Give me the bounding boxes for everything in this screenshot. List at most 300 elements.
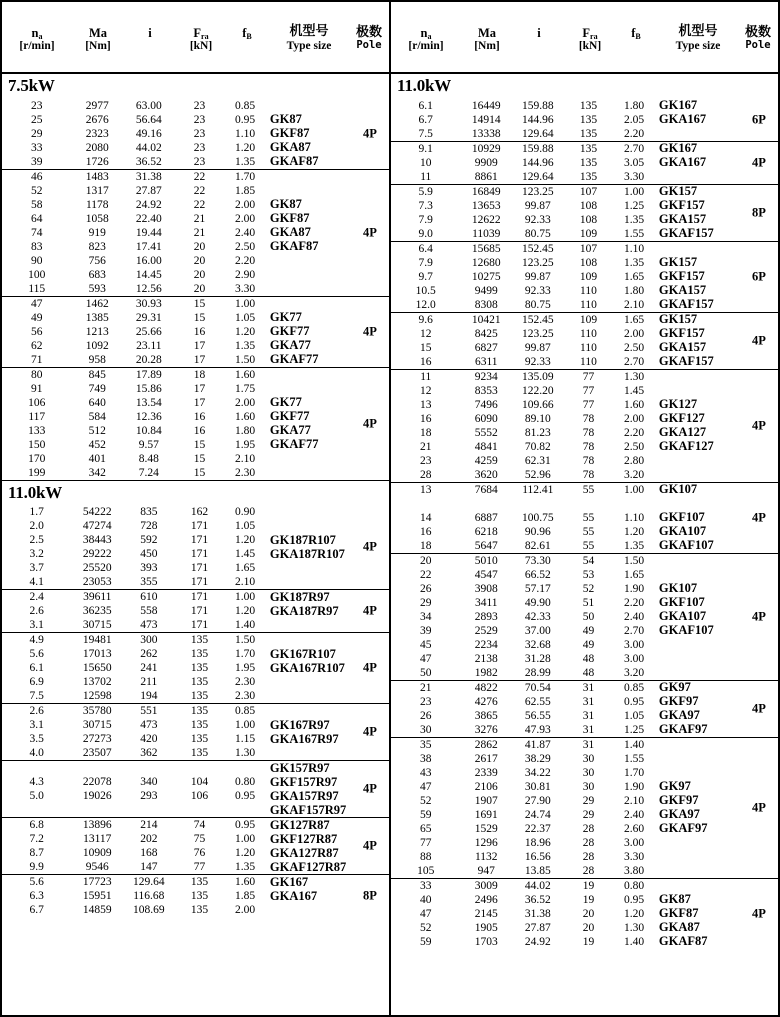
table-row	[391, 723, 778, 737]
cell-ma: 17723	[82, 876, 112, 889]
cell-fra: 28	[582, 836, 595, 849]
cell-na: 7.9	[418, 213, 433, 226]
table-row	[2, 575, 389, 589]
column-header-fra-unit: [kN]	[189, 39, 213, 52]
cell-fra: 135	[190, 904, 209, 917]
cell-ma: 2496	[474, 893, 498, 906]
cell-fra: 21	[193, 212, 206, 225]
cell-ma: 1462	[85, 297, 109, 310]
cell-fb: 1.20	[235, 605, 256, 618]
cell-i: 129.64	[522, 170, 554, 183]
cell-fra: 107	[579, 185, 598, 198]
cell-fra: 171	[190, 591, 209, 604]
cell-i: 66.52	[524, 568, 551, 581]
cell-i: 52.96	[524, 468, 551, 481]
table-row	[2, 633, 389, 647]
cell-fb: 3.30	[624, 850, 645, 863]
cell-i: 122.20	[522, 384, 554, 397]
cell-type-size: GKF127R87	[269, 831, 338, 846]
cell-na: 4.9	[29, 634, 44, 647]
cell-type-size: GKF157	[658, 326, 705, 341]
cell-i: 8.48	[138, 452, 159, 465]
column-header-fra-unit: [kN]	[578, 39, 602, 52]
cell-i: 29.31	[135, 311, 162, 324]
cell-fra: 55	[582, 483, 595, 496]
cell-type-size: GKF157	[658, 198, 705, 213]
cell-i: 44.02	[524, 879, 551, 892]
cell-type-size: GKAF157R97	[269, 802, 347, 817]
type-group	[2, 505, 389, 590]
cell-fb: 2.40	[624, 808, 645, 821]
cell-fb: 1.45	[235, 548, 256, 561]
cell-fra: 17	[193, 382, 206, 395]
cell-na: 83	[30, 240, 43, 253]
cell-ma: 6887	[474, 511, 498, 524]
cell-i: 23.11	[136, 339, 162, 352]
cell-fb: 2.05	[624, 113, 645, 126]
cell-fb: 2.10	[624, 298, 645, 311]
group-pole-label: 4P	[363, 126, 377, 141]
table-row	[2, 170, 389, 184]
cell-i: 99.87	[524, 341, 551, 354]
cell-na: 6.1	[418, 99, 433, 112]
cell-na: 3.1	[29, 619, 44, 632]
cell-type-size: GK97	[658, 680, 691, 695]
cell-fb: 1.35	[235, 155, 256, 168]
cell-fra: 23	[193, 127, 206, 140]
cell-fra: 171	[190, 534, 209, 547]
cell-fra: 19	[582, 935, 595, 948]
cell-na: 117	[28, 410, 46, 423]
cell-type-size: GKA187R97	[269, 603, 339, 618]
cell-fra: 55	[582, 525, 595, 538]
cell-na: 25	[30, 113, 43, 126]
cell-i: 92.33	[524, 213, 551, 226]
cell-fb: 1.60	[235, 876, 256, 889]
column-header-fb-subscript: B	[246, 31, 252, 41]
cell-ma: 15650	[82, 662, 112, 675]
cell-fra: 28	[582, 850, 595, 863]
column-header-fb-unit	[226, 40, 268, 53]
cell-fb: 1.35	[235, 339, 256, 352]
column-header-fra-symbol: $F_{ra}$	[582, 25, 598, 41]
cell-type-size: GKA87	[658, 920, 700, 935]
column-header-fra	[565, 26, 615, 53]
cell-na: 16	[419, 412, 432, 425]
cell-fra: 78	[582, 412, 595, 425]
cell-type-size: GKA167	[658, 155, 707, 170]
cell-na: 71	[30, 353, 43, 366]
cell-type-size: GKA167R107	[269, 660, 345, 675]
column-header-fb-unit	[615, 40, 657, 53]
cell-fb: 1.00	[235, 591, 256, 604]
cell-ma: 4547	[474, 568, 498, 581]
cell-fb: 1.30	[624, 370, 645, 383]
table-row	[391, 539, 778, 553]
cell-na: 11	[420, 370, 432, 383]
cell-type-size: GK87	[269, 112, 302, 127]
table-row	[391, 893, 778, 907]
cell-i: 31.38	[135, 170, 162, 183]
cell-fb: 3.80	[624, 864, 645, 877]
table-row	[391, 808, 778, 822]
cell-fb: 1.40	[235, 619, 256, 632]
table-row	[391, 695, 778, 709]
cell-fb: 1.15	[235, 733, 256, 746]
cell-ma: 14914	[471, 113, 501, 126]
cell-ma: 7684	[474, 483, 498, 496]
cell-i: 340	[140, 776, 158, 789]
cell-fra: 29	[582, 808, 595, 821]
cell-fb: 1.35	[235, 861, 256, 874]
cell-na: 115	[28, 282, 46, 295]
table-row	[2, 368, 389, 382]
group-pole-label: 4P	[363, 416, 377, 431]
cell-type-size: GK167	[658, 98, 698, 113]
cell-i: 728	[140, 520, 158, 533]
cell-fb: 3.00	[624, 638, 645, 651]
cell-fb: 1.85	[235, 890, 256, 903]
cell-fra: 16	[193, 410, 206, 423]
table-row	[391, 355, 778, 369]
table-row	[391, 170, 778, 184]
table-row	[391, 298, 778, 312]
cell-i: 27.87	[524, 921, 551, 934]
type-group	[391, 185, 778, 242]
column-header-fb-symbol: $f_B$	[631, 25, 641, 41]
cell-type-size: GKF97	[658, 694, 699, 709]
cell-na: 13	[419, 398, 432, 411]
cell-ma: 1982	[474, 666, 498, 679]
cell-fra: 135	[190, 876, 209, 889]
table-row	[391, 284, 778, 298]
cell-ma: 2676	[85, 113, 109, 126]
cell-type-size: GKA157	[658, 212, 707, 227]
cell-type-size: GKA87	[269, 225, 311, 240]
cell-fb: 2.40	[235, 226, 256, 239]
cell-na: 7.9	[418, 256, 433, 269]
cell-fra: 31	[582, 681, 595, 694]
table-row	[391, 879, 778, 893]
table-row	[2, 903, 389, 917]
cell-type-size: GK167R97	[269, 717, 330, 732]
cell-fb: 1.05	[235, 311, 256, 324]
cell-fra: 17	[193, 353, 206, 366]
left-table-header	[2, 2, 389, 74]
cell-ma: 2339	[474, 766, 498, 779]
cell-ma: 3865	[474, 709, 498, 722]
power-band-title: 11.0kW	[8, 482, 63, 502]
table-row	[2, 875, 389, 889]
cell-fra: 30	[582, 766, 595, 779]
cell-na: 2.5	[29, 534, 44, 547]
cell-i: 116.68	[133, 890, 165, 903]
cell-fra: 48	[582, 652, 595, 665]
cell-i: 17.89	[135, 368, 162, 381]
cell-type-size: GKAF157	[658, 226, 714, 241]
cell-na: 5.0	[29, 790, 44, 803]
table-row	[2, 675, 389, 689]
cell-na: 6.1	[29, 662, 44, 675]
cell-i: 13.85	[524, 864, 551, 877]
cell-fra: 15	[193, 452, 206, 465]
cell-fra: 23	[193, 155, 206, 168]
cell-fra: 77	[582, 370, 595, 383]
cell-fb: 1.70	[624, 766, 645, 779]
column-header-na-unit: [r/min]	[408, 39, 444, 52]
cell-fra: 22	[193, 170, 206, 183]
cell-type-size: GK157	[658, 184, 698, 199]
cell-na: 52	[419, 921, 432, 934]
cell-fb: 2.70	[624, 624, 645, 637]
cell-na: 150	[28, 438, 46, 451]
group-pole-label: 4P	[752, 333, 766, 348]
cell-i: 159.88	[522, 99, 554, 112]
cell-na: 47	[419, 780, 432, 793]
cell-fra: 171	[190, 619, 209, 632]
cell-fra: 135	[579, 142, 598, 155]
cell-na: 47	[419, 907, 432, 920]
cell-i: 99.87	[524, 270, 551, 283]
cell-i: 30.93	[135, 297, 162, 310]
cell-type-size: GKF127	[658, 411, 705, 426]
cell-type-size: GKF107	[658, 510, 705, 525]
cell-i: 211	[140, 676, 158, 689]
cell-na: 21	[419, 681, 432, 694]
cell-ma: 22078	[82, 776, 112, 789]
cell-fra: 110	[580, 284, 597, 297]
cell-ma: 1691	[474, 808, 498, 821]
cell-na: 2.0	[29, 520, 44, 533]
cell-ma: 2977	[85, 99, 109, 112]
column-header-na	[2, 26, 72, 53]
cell-ma: 29222	[82, 548, 112, 561]
type-group	[391, 738, 778, 879]
cell-fb: 1.70	[235, 170, 256, 183]
cell-type-size: GKA87	[269, 140, 311, 155]
cell-fra: 135	[190, 719, 209, 732]
cell-ma: 3620	[474, 468, 498, 481]
cell-na: 3.5	[29, 733, 44, 746]
cell-i: 12.56	[135, 282, 162, 295]
type-group	[391, 483, 778, 554]
table-row	[391, 822, 778, 836]
table-row	[391, 113, 778, 127]
cell-ma: 23507	[82, 747, 112, 760]
cell-type-size: GKAF87	[658, 934, 708, 949]
table-row	[391, 242, 778, 256]
cell-na: 199	[28, 466, 46, 479]
cell-fb: 1.60	[235, 368, 256, 381]
cell-fb: 1.95	[235, 662, 256, 675]
cell-i: 450	[140, 548, 158, 561]
cell-type-size: GKA107	[658, 524, 707, 539]
cell-i: 14.45	[135, 268, 162, 281]
cell-ma: 1529	[474, 822, 498, 835]
table-row	[2, 604, 389, 618]
cell-fra: 31	[582, 723, 595, 736]
cell-fra: 20	[193, 282, 206, 295]
group-pole-label: 4P	[363, 660, 377, 675]
cell-ma: 1905	[474, 921, 498, 934]
type-group	[391, 99, 778, 142]
cell-fb: 1.35	[624, 256, 645, 269]
cell-type-size: GKAF157	[658, 354, 714, 369]
table-row	[2, 689, 389, 703]
cell-na: 56	[30, 325, 43, 338]
cell-fra: 171	[190, 562, 209, 575]
cell-i: 551	[140, 705, 158, 718]
cell-type-size: GK167	[269, 874, 309, 889]
cell-fb: 1.95	[235, 438, 256, 451]
cell-na: 8.7	[29, 847, 44, 860]
table-row	[391, 412, 778, 426]
cell-ma: 15685	[471, 242, 501, 255]
cell-ma: 3411	[474, 596, 498, 609]
cell-na: 80	[30, 368, 43, 381]
cell-ma: 593	[88, 282, 106, 295]
column-header-type-symbol: 机型号	[678, 24, 718, 40]
cell-ma: 1726	[85, 155, 109, 168]
table-row	[391, 313, 778, 327]
cell-fb: 2.10	[235, 576, 256, 589]
cell-fb: 1.10	[235, 127, 256, 140]
cell-ma: 38443	[82, 534, 112, 547]
cell-na: 29	[419, 596, 432, 609]
cell-ma: 19481	[82, 634, 112, 647]
cell-fra: 171	[190, 520, 209, 533]
cell-i: 7.24	[138, 466, 159, 479]
cell-type-size: GK157	[658, 255, 698, 270]
cell-fra: 135	[579, 113, 598, 126]
table-row	[391, 666, 778, 680]
cell-i: 38.29	[524, 752, 551, 765]
cell-fra: 49	[582, 624, 595, 637]
cell-fra: 74	[193, 819, 206, 832]
column-header-type-symbol: 机型号	[289, 24, 329, 40]
cell-na: 18	[419, 539, 432, 552]
cell-fra: 20	[582, 921, 595, 934]
cell-fra: 22	[193, 198, 206, 211]
cell-i: 31.38	[524, 907, 551, 920]
cell-ma: 9234	[474, 370, 498, 383]
table-row	[2, 704, 389, 718]
cell-na: 12.0	[415, 298, 436, 311]
table-row	[2, 547, 389, 561]
cell-ma: 1483	[85, 170, 109, 183]
column-header-fb	[615, 26, 657, 53]
cell-fra: 23	[193, 141, 206, 154]
cell-ma: 1907	[474, 794, 498, 807]
cell-ma: 16449	[471, 99, 501, 112]
cell-fra: 106	[190, 790, 209, 803]
cell-ma: 2529	[474, 624, 498, 637]
cell-type-size: GK87	[658, 892, 691, 907]
cell-i: 420	[140, 733, 158, 746]
cell-ma: 12680	[471, 256, 501, 269]
table-row	[391, 270, 778, 284]
cell-i: 15.86	[135, 382, 162, 395]
cell-na: 11	[420, 170, 432, 183]
column-header-ma-symbol: Ma	[477, 25, 497, 40]
type-group	[2, 99, 389, 170]
cell-i: 81.23	[524, 426, 551, 439]
cell-ma: 2145	[474, 907, 498, 920]
table-row	[2, 99, 389, 113]
table-row	[391, 213, 778, 227]
cell-na: 22	[419, 568, 432, 581]
table-row	[391, 142, 778, 156]
cell-na: 106	[28, 396, 46, 409]
cell-type-size: GKA97	[658, 708, 700, 723]
cell-i: 17.41	[135, 240, 162, 253]
cell-type-size: GK107	[658, 482, 698, 497]
table-row	[391, 497, 778, 511]
cell-fra: 19	[582, 879, 595, 892]
table-row	[2, 155, 389, 169]
cell-fra: 48	[582, 666, 595, 679]
cell-fra: 108	[579, 199, 598, 212]
cell-ma: 13896	[82, 819, 112, 832]
cell-i: 129.64	[522, 127, 554, 140]
table-row	[2, 505, 389, 519]
cell-i: 241	[140, 662, 158, 675]
cell-fb: 2.20	[624, 127, 645, 140]
cell-fra: 110	[580, 355, 597, 368]
table-row	[391, 127, 778, 141]
table-row	[2, 325, 389, 339]
group-pole-label: 8P	[363, 888, 377, 903]
cell-i: 30.81	[524, 780, 551, 793]
group-pole-label: 4P	[363, 781, 377, 796]
cell-na: 39	[419, 624, 432, 637]
table-row	[391, 199, 778, 213]
cell-ma: 4276	[474, 695, 498, 708]
column-header-type	[657, 25, 739, 52]
cell-fb: 0.85	[624, 681, 645, 694]
table-row	[2, 410, 389, 424]
cell-na: 20	[419, 554, 432, 567]
cell-ma: 10421	[471, 313, 501, 326]
table-row	[2, 282, 389, 296]
cell-fb: 0.95	[624, 695, 645, 708]
cell-type-size: GKA127R87	[269, 845, 339, 860]
cell-fb: 3.20	[624, 666, 645, 679]
cell-fb: 1.00	[624, 483, 645, 496]
cell-na: 2.6	[29, 605, 44, 618]
cell-ma: 47274	[82, 520, 112, 533]
cell-type-size: GKA157R97	[269, 788, 339, 803]
cell-i: 473	[140, 619, 158, 632]
cell-ma: 584	[88, 410, 106, 423]
table-row	[2, 212, 389, 226]
cell-na: 52	[419, 794, 432, 807]
cell-i: 100.75	[522, 511, 554, 524]
cell-fb: 1.45	[624, 384, 645, 397]
cell-ma: 2138	[474, 652, 498, 665]
table-row	[2, 311, 389, 325]
cell-fra: 75	[193, 833, 206, 846]
cell-type-size: GKA77	[269, 423, 311, 438]
column-header-ma-unit: [Nm]	[474, 39, 500, 52]
cell-na: 35	[419, 738, 432, 751]
cell-ma: 6827	[474, 341, 498, 354]
table-row	[2, 519, 389, 533]
cell-ma: 2234	[474, 638, 498, 651]
cell-type-size: GKA127	[658, 425, 707, 440]
cell-ma: 947	[477, 864, 495, 877]
cell-na: 18	[419, 426, 432, 439]
